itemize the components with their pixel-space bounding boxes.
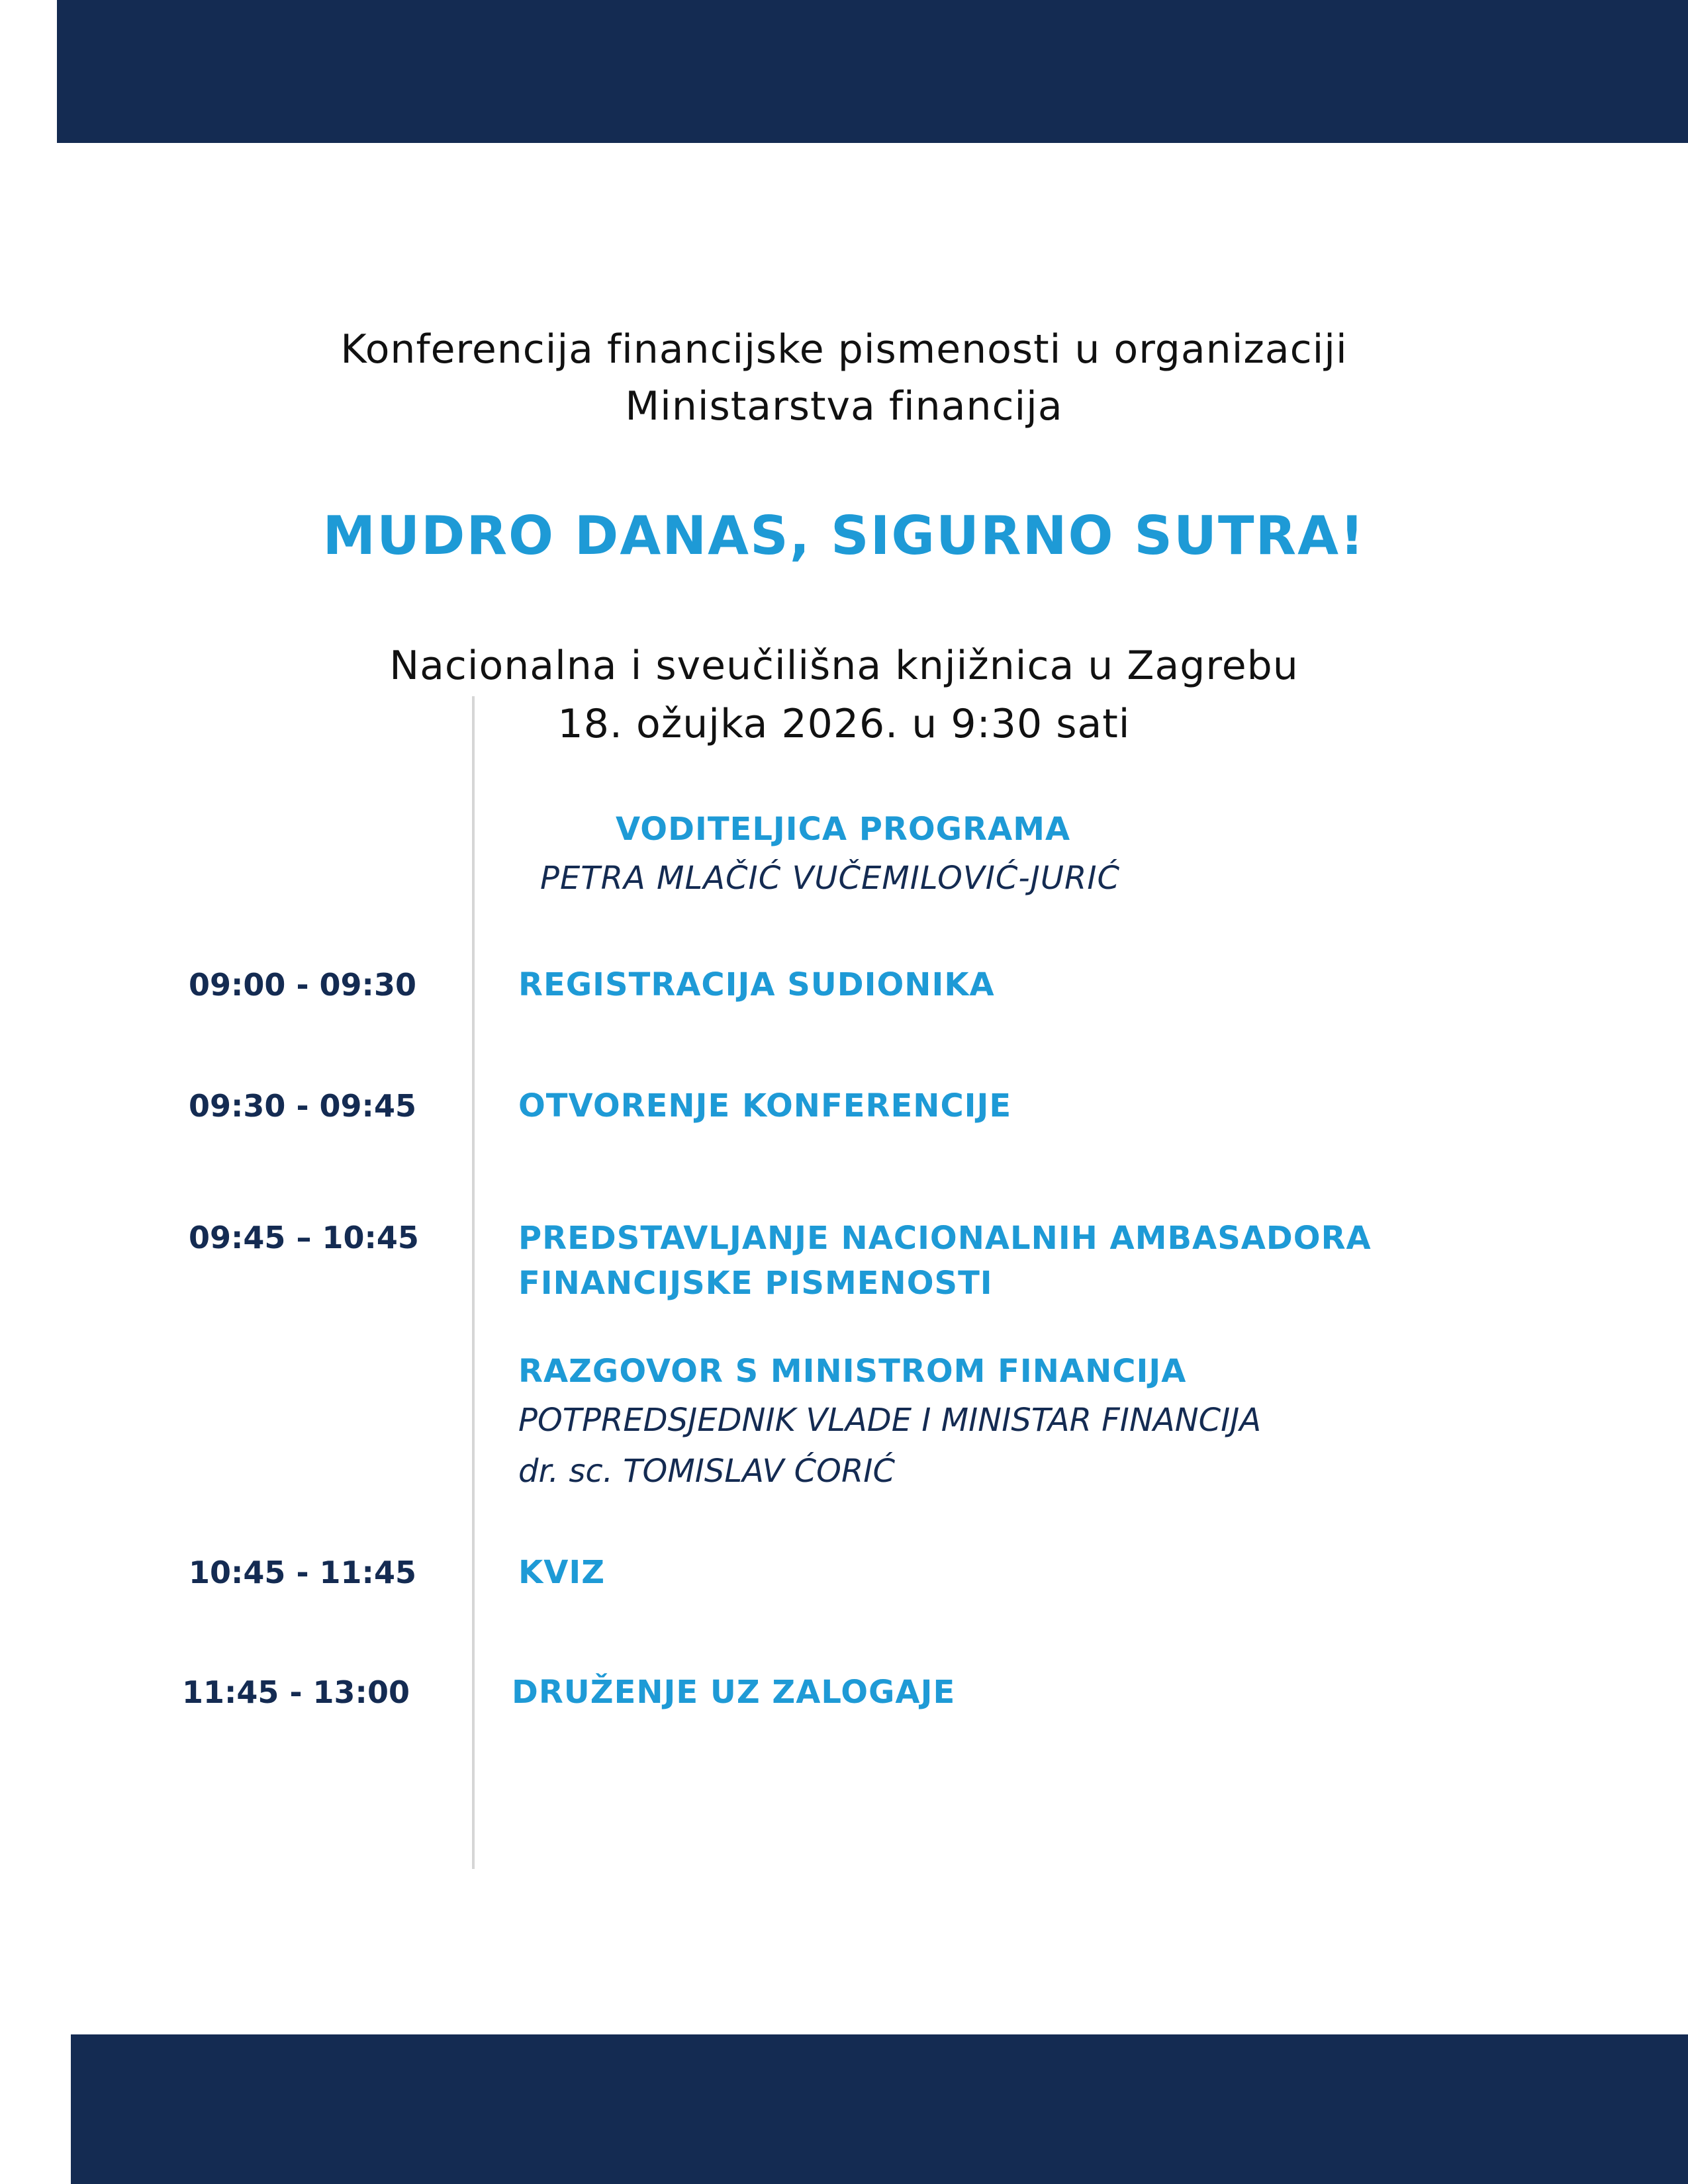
speaker-role: POTPREDSJEDNIK VLADE I MINISTAR FINANCIJA <box>518 1402 1262 1439</box>
speaker-name: dr. sc. TOMISLAV ĆORIĆ <box>518 1453 895 1490</box>
host-role: VODITELJICA PROGRAMA <box>616 811 1071 848</box>
timeline-divider <box>472 696 475 1869</box>
program-time: 09:30 - 09:45 <box>189 1088 416 1124</box>
intro-line-2: Ministarstva financija <box>625 383 1063 430</box>
date-time: 18. ožujka 2026. u 9:30 sati <box>557 701 1131 747</box>
program-title: KVIZ <box>518 1554 606 1591</box>
venue: Nacionalna i sveučilišna knjižnica u Zagrebu <box>389 643 1299 689</box>
bottom-banner <box>71 2034 1688 2184</box>
host-name: PETRA MLAČIĆ VUČEMILOVIĆ-JURIĆ <box>540 860 1121 897</box>
program-title-line-1: PREDSTAVLJANJE NACIONALNIH AMBASADORA <box>518 1220 1372 1257</box>
program-time: 09:00 - 09:30 <box>189 967 416 1003</box>
program-subtitle: RAZGOVOR S MINISTROM FINANCIJA <box>518 1353 1187 1390</box>
program-time: 10:45 - 11:45 <box>189 1555 416 1590</box>
program-title: OTVORENJE KONFERENCIJE <box>518 1087 1012 1124</box>
program-title: REGISTRACIJA SUDIONIKA <box>518 966 995 1003</box>
conference-slogan: MUDRO DANAS, SIGURNO SUTRA! <box>322 505 1366 567</box>
intro-line-1: Konferencija financijske pismenosti u organizaciji <box>340 326 1348 373</box>
program-title: DRUŽENJE UZ ZALOGAJE <box>512 1674 956 1711</box>
program-time: 09:45 – 10:45 <box>189 1220 419 1255</box>
program-time: 11:45 - 13:00 <box>182 1674 410 1710</box>
program-title-line-2: FINANCIJSKE PISMENOSTI <box>518 1265 993 1302</box>
top-banner <box>57 0 1688 143</box>
